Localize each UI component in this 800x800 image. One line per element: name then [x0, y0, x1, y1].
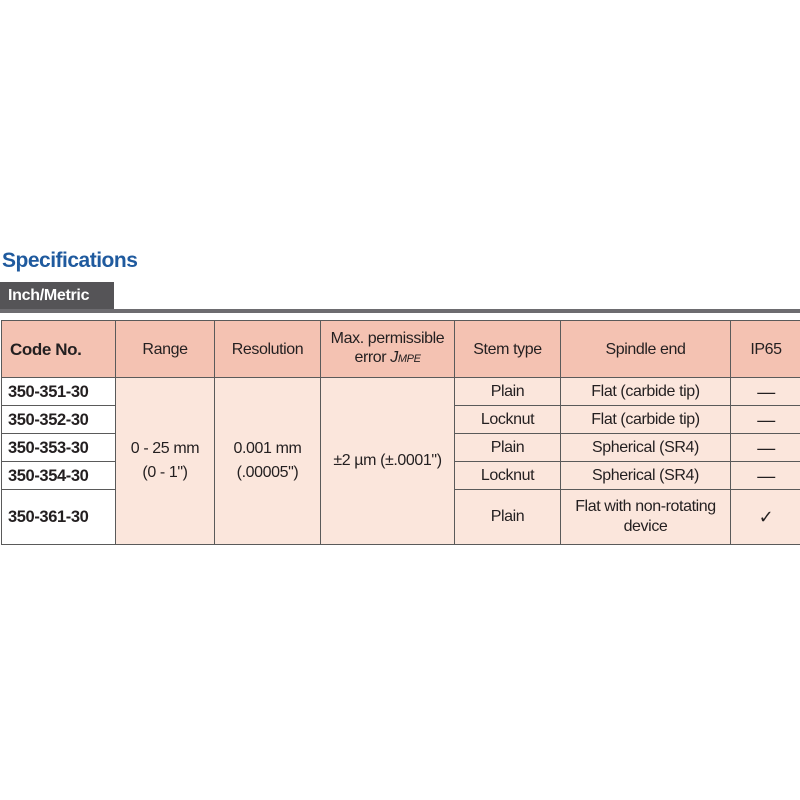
specifications-table	[1, 320, 800, 545]
code-cell: 350-353-30	[2, 434, 116, 462]
header-ip65: IP65	[731, 321, 800, 378]
ip65-cell: —	[731, 406, 800, 434]
range-cell	[116, 378, 215, 545]
divider-rule	[0, 309, 800, 313]
header-mpe-line1: Max. permissible	[330, 330, 445, 347]
code-cell: 350-351-30	[2, 378, 116, 406]
ip65-cell: —	[731, 378, 800, 406]
header-mpe-subscript: MPE	[397, 353, 421, 365]
stem-cell: Plain	[455, 434, 561, 462]
code-cell: 350-352-30	[2, 406, 116, 434]
resolution-inch: (.00005")	[236, 464, 299, 481]
stem-cell: Plain	[455, 490, 561, 545]
header-max-permissible-error	[321, 321, 455, 378]
resolution-metric: 0.001 mm	[233, 440, 302, 457]
range-metric: 0 - 25 mm	[130, 440, 200, 457]
header-resolution: Resolution	[215, 321, 321, 378]
spindle-cell: Spherical (SR4)	[561, 462, 731, 490]
mpe-cell: ±2 µm (±.0001")	[321, 378, 455, 545]
spindle-line1: Flat with non-rotating	[575, 498, 716, 515]
code-cell: 350-361-30	[2, 490, 116, 545]
header-mpe-line2: error	[354, 349, 391, 366]
checkmark-icon: ✓	[731, 490, 800, 545]
spindle-cell: Spherical (SR4)	[561, 434, 731, 462]
stem-cell: Plain	[455, 378, 561, 406]
stem-cell: Locknut	[455, 406, 561, 434]
ip65-cell: —	[731, 462, 800, 490]
spindle-cell: Flat (carbide tip)	[561, 406, 731, 434]
resolution-cell	[215, 378, 321, 545]
spindle-line2: device	[623, 518, 668, 535]
header-stem-type: Stem type	[455, 321, 561, 378]
table-header-row	[2, 321, 800, 378]
table-row	[2, 378, 800, 406]
unit-tab-inch-metric[interactable]: Inch/Metric	[0, 282, 114, 309]
stem-cell: Locknut	[455, 462, 561, 490]
section-title: Specifications	[2, 249, 138, 272]
header-range: Range	[116, 321, 215, 378]
header-code-no: Code No.	[2, 321, 116, 378]
ip65-cell: —	[731, 434, 800, 462]
header-mpe-symbol: J	[390, 349, 398, 366]
code-cell: 350-354-30	[2, 462, 116, 490]
spindle-cell: Flat (carbide tip)	[561, 378, 731, 406]
range-inch: (0 - 1")	[142, 464, 188, 481]
spindle-cell	[561, 490, 731, 545]
header-spindle-end: Spindle end	[561, 321, 731, 378]
